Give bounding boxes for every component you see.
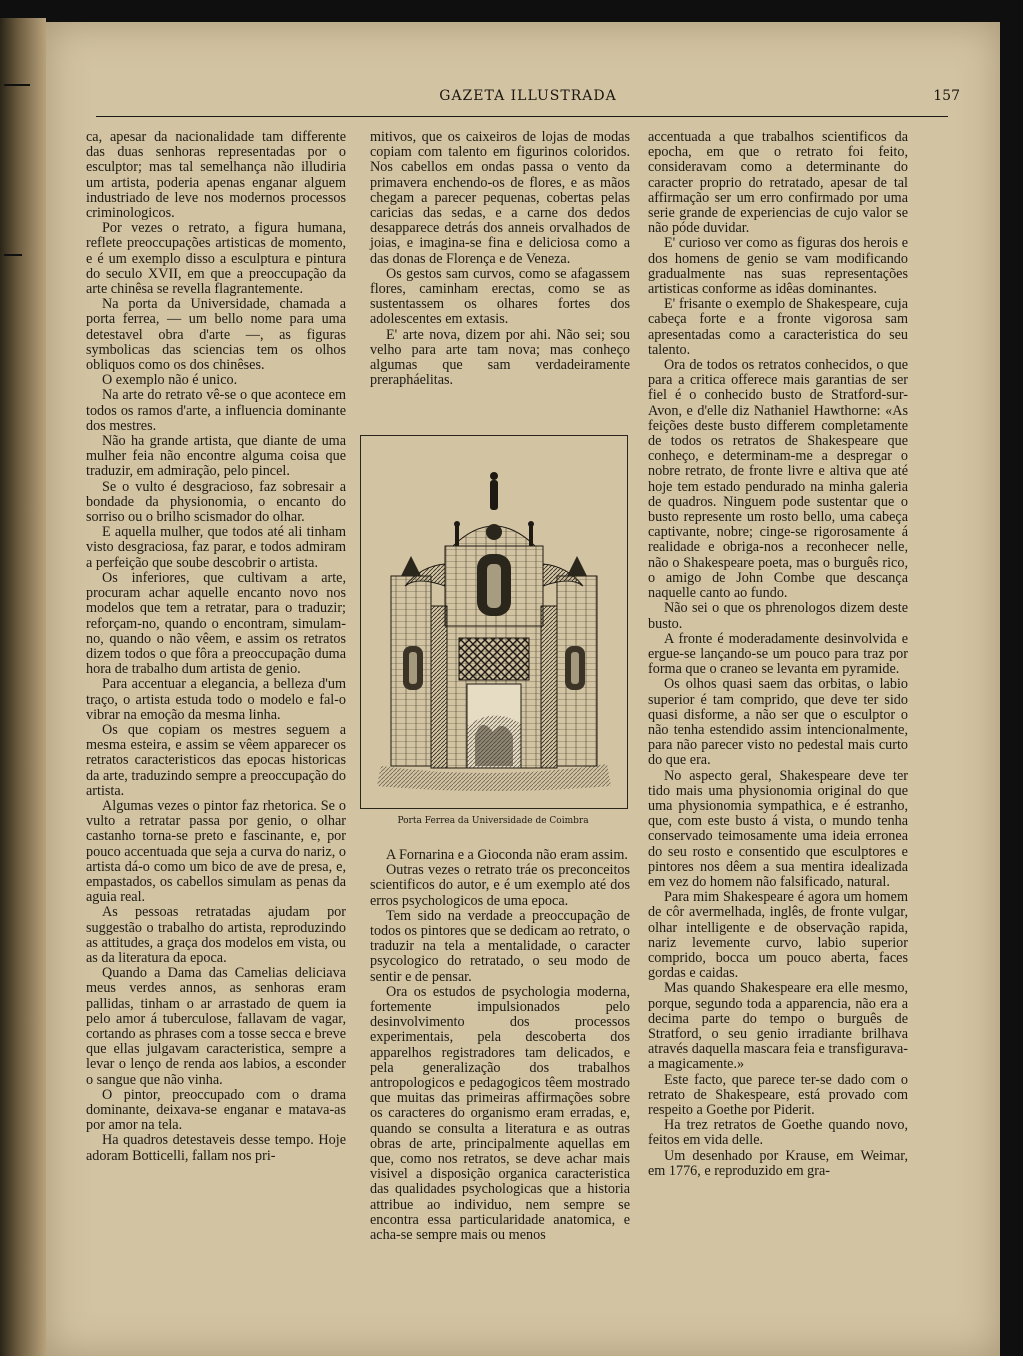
paragraph: Ha trez retratos de Goethe quando novo, feitos em vida delle. [648,1117,908,1149]
header-rule [96,116,948,117]
paragraph: Algumas vezes o pintor faz rhetorica. Se o vulto a retratar passa por genio, o olhar castanho torna-se preto e fascinante, e, por pouco accentuada que seja a curva do nariz, o artista dá-o como um bico de ave de presa, e, empastados, os cabellos simulam as penas da aguia real. [86,797,346,906]
paragraph: ca, apesar da nacionalidade tam differente das duas senhoras representadas por o esculptor; mas tal semelhança não illudiria um artista, poderia apenas enganar alguem industriado de leve nos modernos processos criminologicos. [86,129,346,222]
paragraph: Os inferiores, que cultivam a arte, procuram achar aquelle encanto novo nos modelos que tem a retratar, para o traduzir; reforçam-no, quando o encontram, simulam-no, quando o não vêem, e assim os retratos dizem todos o que fôra a preoccupação duma hora de trabalho dum artista de genio. [86,569,346,678]
text-column-3 [648,130,908,1179]
running-title: GAZETA ILLUSTRADA [439,88,617,104]
paragraph: Ora de todos os retratos conhecidos, o que para a critica offerece mais garantias de ser fiel é o conhecido busto de Stratford-sur-Avon, e d'elle diz Nathaniel Hawthorne: «As feições deste busto differem completamente de todos os retratos de Shakespeare que conheço, e determinam-me a despregar o nobre retrato, de fronte livre e altiva que até hoje tem estado pendurado na minha galeria de quadros. Ninguem pode sustentar que o busto represente um rosto bello, uma cabeça captivante, nobre; cinge-se rigorosamente á realidade e obriga-nos a reconhecer nelle, não o Shakespeare poeta, mas o burguês rico, o amigo de John Combe que descança naquelle canto ao fundo. [648,357,908,602]
paragraph: Os olhos quasi saem das orbitas, o labio superior é tam comprido, que deve ter sido quasi disforme, a não ser que o esculptor o não tenha estendido assim intencionalmente, para não parecer visto no pedestal mais curto do que era. [648,676,908,769]
page-header [96,88,960,108]
paragraph: Na porta da Universidade, chamada a porta ferrea, — um bello nome para uma detestavel obra d'arte —, as figuras symbolicas das sciencias tem os olhos obliquos como os dos chinêses. [86,296,346,374]
page-number: 157 [933,88,960,104]
paragraph: E aquella mulher, que todos até ali tinham visto desgraciosa, faz parar, e todos admiram a perfeição que soube descobrir o artista. [86,524,346,571]
paragraph: mitivos, que os caixeiros de lojas de modas copiam com talento em figurinos coloridos. Nos cabellos em ondas passa o vento da primavera enchendo-os de flores, e as mãos chegam a parecer pequenas, cobertas pelas caricias das sedas, e a carne dos dedos desapparece detrás dos anneis orvalhados de joias, e imagina-se fina e deliciosa como a das donas de Florença e de Veneza. [370,129,630,267]
paragraph: Ha quadros detestaveis desse tempo. Hoje adoram Botticelli, fallam nos pri- [86,1132,346,1164]
paragraph: No aspecto geral, Shakespeare deve ter tido mais uma physionomia original do que uma physionomia sympathica, e é estranho, que, com este busto á vista, o mundo tenha conservado teimosamente uma ideia erronea do seu rosto e consentido que esculptores e pintores nos dêem a sua mentira idealizada em vez do homem não falsificado, natural. [648,767,908,890]
paragraph: Se o vulto é desgracioso, faz sobresair a bondade da physionomia, o encanto do sorriso ou o brilho scismador do olhar. [86,478,346,526]
paragraph: Na arte do retrato vê-se o que acontece em todos os ramos d'arte, a influencia dominante dos mestres. [86,387,346,434]
paragraph: Mas quando Shakespeare era elle mesmo, porque, segundo toda a apparencia, não era a decima parte do tempo o burguês de Stratford, o seu genio irradiante brilhava através daquella mascara feia e transfigurava-a magicamente.» [648,980,908,1073]
paragraph: A Fornarina e a Gioconda não eram assim. [386,847,628,863]
paragraph: Um desenhado por Krause, em Weimar, em 1776, e reproduzido em gra- [648,1147,908,1179]
illustration-porta-ferrea [360,435,628,809]
text-column-1 [86,130,346,1164]
paragraph: Tem sido na verdade a preoccupação de todos os pintores que se dedicam ao retrato, o traduzir na tela a mentalidade, o caracter psycologico do retratado, o seu modo de sentir e de pensar. [370,907,630,985]
text-column-2-bottom [370,848,630,1243]
gutter-mark [4,84,30,86]
newspaper-page [46,22,1000,1356]
paragraph: E' arte nova, dizem por ahi. Não sei; sou velho para arte tam nova; mas conheço algumas que sam verdadeiramente prerapháelitas. [370,326,630,389]
binding-gutter [0,18,46,1356]
paragraph: Quando a Dama das Camelias deliciava meus verdes annos, as senhoras eram pallidas, tinham o ar arrastado de quem ia pelo amor á tuberculose, fallavam de vagar, cortando as phrases com a tosse secca e breve que ellas julgavam caracteristica, sempre a levar o lenço de renda aos labios, a esconder o sangue que não vinha. [86,965,346,1088]
paragraph: Não ha grande artista, que diante de uma mulher feia não encontre alguma coisa que traduzir, em admiração, pelo pincel. [86,433,346,480]
paragraph: Para accentuar a elegancia, a belleza d'um traço, o artista estuda todo o modelo e fal-o vibrar na emoção da mesma linha. [86,676,346,723]
gate-engraving [361,436,627,808]
text-column-2-top [370,130,630,388]
paragraph: Para mim Shakespeare é agora um homem de côr avermelhada, inglês, de fronte vulgar, olhar intelligente e de observação rapida, nariz levemente curvo, labio superior comprido, bocca um pouco aberta, faces gordas e caidas. [648,889,908,982]
paragraph: Os gestos sam curvos, como se afagassem flores, caminham erectas, como se as sustentassem os olhares fortes dos adolescentes em extasis. [370,265,630,328]
paragraph: O exemplo não é unico. [102,372,238,389]
paragraph: Ora os estudos de psychologia moderna, fortemente impulsionados pelo desinvolvimento dos processos experimentais, pela descoberta dos apparelhos registradores tam delicados, e pela generalização dos trabalhos antropologicos e pedagogicos têem mostrado que muitas das primeiras affirmações sobre os caracteres do organismo eram erradas, e, quando se consulta a literatura e as outras obras de arte, principalmente aquellas em que, como nos retratos, se deve achar mais visivel a disposição organica caracteristica das qualidades psychologicas que a historia attribue ao individuo, nem sempre se encontra essa particularidade anatomica, e acha-se sempre mais ou menos [370,983,630,1244]
paragraph: Por vezes o retrato, a figura humana, reflete preoccupações artisticas de momento, e é um exemplo disso a esculptura e pintura do seculo XVII, em que a preoccupação da arte chinêsa se revella flagrantemente. [86,220,346,298]
figure-caption: Porta Ferrea da Universidade de Coimbra [397,816,589,826]
paragraph: A fronte é moderadamente desinvolvida e ergue-se lançando-se um pouco para traz por forma que o craneo se levanta em pyramide. [648,630,908,678]
paragraph: Não sei o que os phrenologos dizem deste busto. [648,600,908,632]
paragraph: O pintor, preoccupado com o drama dominante, deixava-se enganar e matava-as por amor na tela. [86,1086,346,1134]
paragraph: As pessoas retratadas ajudam por suggestão o trabalho do artista, reproduzindo as attitudes, a graça dos modelos em vista, ou as da literatura da epoca. [86,904,346,966]
paragraph: E' frisante o exemplo de Shakespeare, cuja cabeça forte e a fronte vigorosa sam apresentadas como a caracteristica do seu talento. [648,296,908,358]
paragraph: Os que copiam os mestres seguem a mesma esteira, e assim se vêem apparecer os retratos caracteristicos das epocas historicas da arte, traduzindo sempre a preoccupação do artista. [86,721,346,799]
paragraph: accentuada a que trabalhos scientificos da epocha, em que o retrato foi feito, consideravam como a determinante do caracter proprio do retratado, apesar de tal affirmação ser um erro confirmado por uma serie grande de experiencias de cujo valor se não póde duvidar. [648,129,908,237]
gutter-mark [4,254,22,256]
paragraph: Este facto, que parece ter-se dado com o retrato de Shakespeare, está provado com respeito a Goethe por Piderit. [648,1071,908,1118]
paragraph: Outras vezes o retrato tráe os preconceitos scientificos do autor, e é um exemplo até dos erros psychologicos de uma epoca. [370,862,630,909]
paragraph: E' curioso ver como as figuras dos herois e dos homens de genio se vam modificando gradualmente nas suas representações artisticas conforme as idêas dominantes. [648,235,908,298]
